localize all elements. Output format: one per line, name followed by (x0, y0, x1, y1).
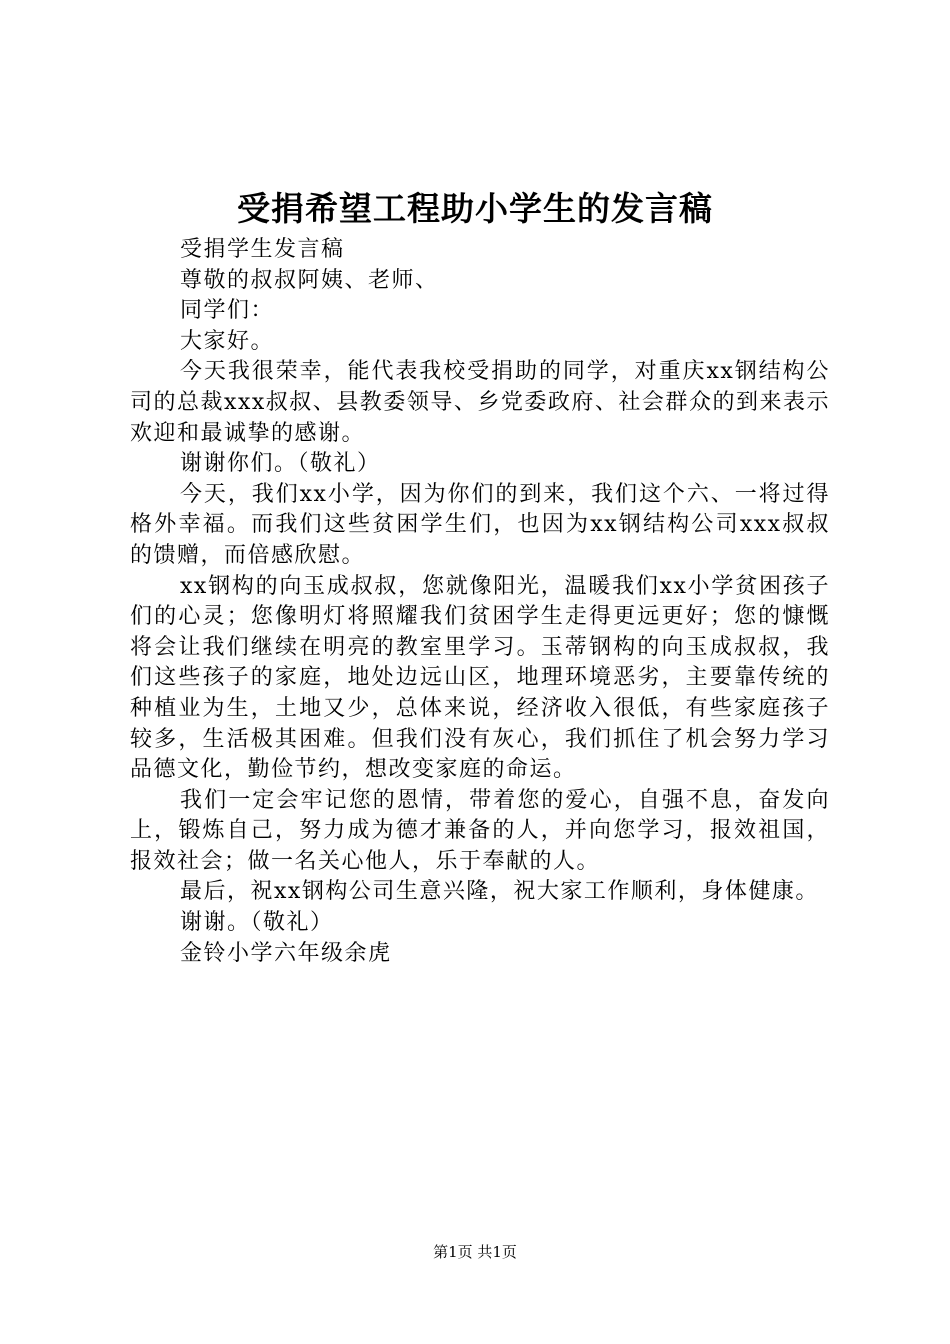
paragraph: 受捐学生发言稿 (180, 237, 345, 262)
paragraph: 同学们： (180, 298, 275, 324)
paragraph: 今天我很荣幸，能代表我校受捐助的同学，对重庆xx钢结构公司的总裁xxx叔叔、县教委领导、乡党委政府、社会群众的到来表示欢迎和最诚挚的感谢。 (130, 359, 830, 446)
paragraph: 尊敬的叔叔阿姨、老师、 (180, 267, 439, 293)
paragraph: xx钢构的向玉成叔叔，您就像阳光，温暖我们xx小学贫困孩子们的心灵；您像明灯将照耀我们贫困学生走得更远更好；您的慷慨将会让我们继续在明亮的教室里学习。玉蒂钢构的向玉成叔叔，我们这些孩子的家庭，地处边远山区，地理环境恶劣，主要靠传统的种植业为生，土地又少，总体来说，经济收入很低，有些家庭孩子较多，生活极其困难。但我们没有灰心，我们抓住了机会努力学习品德文化，勤俭节约，想改变家庭的命运。 (130, 573, 830, 783)
page-number: 第1页 共1页 (433, 1243, 517, 1261)
paragraph: 今天，我们xx小学，因为你们的到来，我们这个六、一将过得格外幸福。而我们这些贫困学生们，也因为xx钢结构公司xxx叔叔的馈赠，而倍感欣慰。 (130, 481, 830, 568)
paragraph: 金铃小学六年级余虎 (180, 940, 392, 966)
paragraph: 大家好。 (180, 328, 275, 354)
paragraph: 最后，祝xx钢构公司生意兴隆，祝大家工作顺利，身体健康。 (180, 879, 819, 905)
paragraph: 谢谢。（敬礼） (180, 910, 334, 936)
document-title: 受捐希望工程助小学生的发言稿 (237, 189, 713, 228)
document-body (130, 235, 830, 969)
paragraph: 我们一定会牢记您的恩情，带着您的爱心，自强不息，奋发向上，锻炼自己，努力成为德才兼备的人，并向您学习，报效祖国，报效社会；做一名关心他人，乐于奉献的人。 (130, 787, 830, 874)
paragraph: 谢谢你们。（敬礼） (180, 451, 381, 477)
